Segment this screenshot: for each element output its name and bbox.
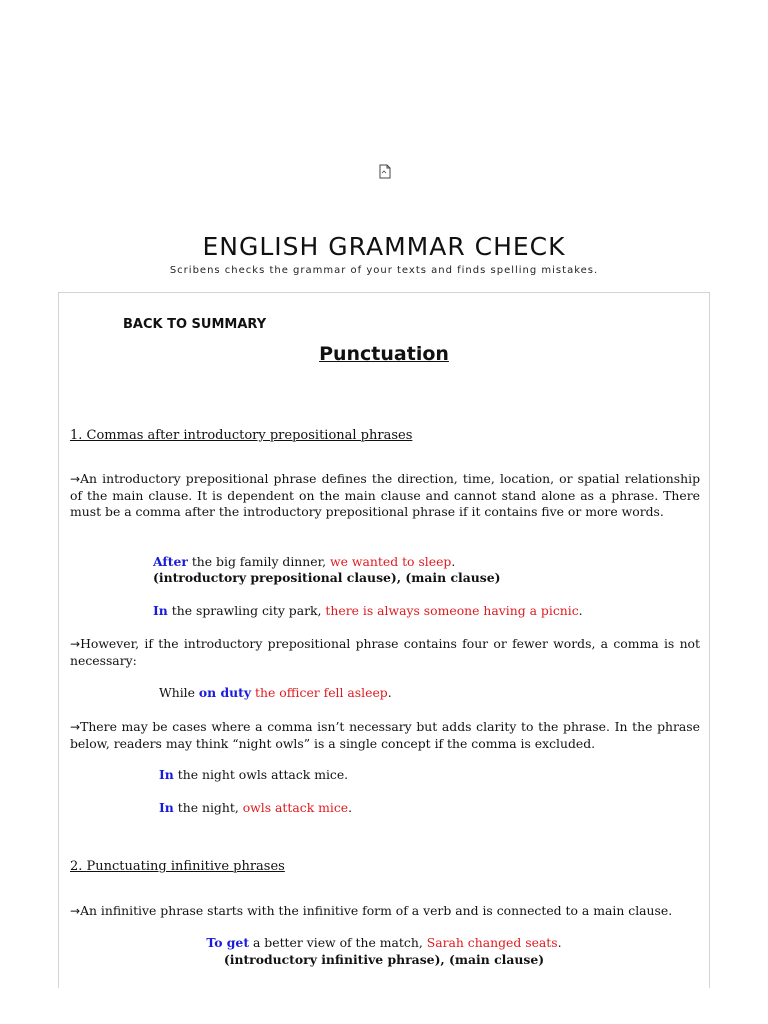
example-text: While	[159, 685, 199, 700]
intro-phrase: To get	[206, 935, 250, 950]
paragraph-however	[70, 636, 700, 669]
intro-phrase: In	[159, 767, 174, 782]
example-punctuation: .	[451, 554, 456, 569]
example-text: the big family dinner,	[187, 554, 331, 569]
main-clause: Sarah changed seats	[426, 935, 558, 950]
document-icon	[379, 164, 391, 179]
example-punctuation: .	[387, 685, 392, 700]
example-text: a better view of the match,	[249, 935, 427, 950]
site-subtitle: Scribens checks the grammar of your texts and finds spelling mistakes.	[169, 265, 599, 276]
example-sentence	[159, 800, 352, 817]
arrow-icon: →	[70, 904, 81, 918]
back-to-summary-link[interactable]: BACK TO SUMMARY	[123, 317, 267, 332]
arrow-icon: →	[70, 472, 81, 486]
intro-phrase: In	[159, 800, 174, 815]
main-clause: owls attack mice	[242, 800, 349, 815]
main-clause: there is always someone having a picnic	[325, 603, 579, 618]
document-heading: Punctuation	[319, 343, 449, 365]
paragraph-text: An infinitive phrase starts with the infinitive form of a verb and is connected to a main clause.	[80, 903, 673, 918]
paragraph-text: However, if the introductory prepositional phrase contains four or fewer words, a comma is not necessary:	[70, 636, 700, 668]
paragraph-intro-prepositional	[70, 471, 700, 521]
section-heading-commas: 1. Commas after introductory prepositional phrases	[70, 428, 413, 443]
example-sentence	[59, 935, 709, 952]
example-sentence	[159, 767, 348, 784]
arrow-icon: →	[70, 720, 81, 734]
example-text: the night owls attack mice.	[173, 767, 349, 782]
document-page	[58, 292, 710, 988]
example-sentence	[153, 554, 455, 571]
example-punctuation: .	[348, 800, 353, 815]
example-text: the night,	[173, 800, 243, 815]
main-clause: the officer fell asleep	[251, 685, 388, 700]
example-sentence	[159, 685, 392, 702]
example-sentence	[153, 603, 583, 620]
main-clause: we wanted to sleep	[330, 554, 452, 569]
clause-note: (introductory infinitive phrase), (main clause)	[223, 952, 545, 967]
clause-note: (introductory prepositional clause), (main clause)	[153, 570, 501, 585]
intro-phrase: on duty	[198, 685, 252, 700]
example-punctuation: .	[578, 603, 583, 618]
site-title: ENGLISH GRAMMAR CHECK	[202, 232, 566, 261]
arrow-icon: →	[70, 637, 81, 651]
intro-phrase: In	[153, 603, 168, 618]
example-punctuation: .	[557, 935, 562, 950]
paragraph-infinitive-intro	[70, 903, 700, 920]
paragraph-text: There may be cases where a comma isn’t necessary but adds clarity to the phrase. In the phrase below, readers may think “night owls” is a single concept if the comma is excluded.	[70, 719, 700, 751]
intro-phrase: After	[153, 554, 188, 569]
section-heading-infinitive: 2. Punctuating infinitive phrases	[70, 859, 285, 874]
paragraph-clarity	[70, 719, 700, 752]
paragraph-text: An introductory prepositional phrase defines the direction, time, location, or spatial relationship of the main clause. It is dependent on the main clause and cannot stand alone as a phrase. There must be a comma after the introductory prepositional phrase if it contains five or more words.	[70, 471, 700, 519]
example-text: the sprawling city park,	[167, 603, 326, 618]
